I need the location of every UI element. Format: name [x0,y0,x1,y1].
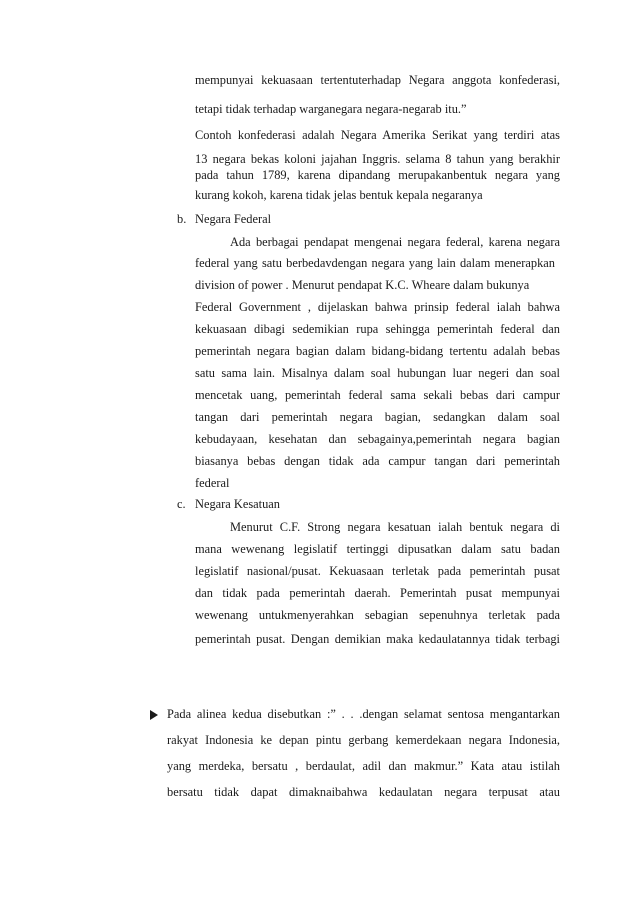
text-line: legislatif nasional/pusat. Kekuasaan terletak pada pemerintah pusat [195,564,560,578]
text-line: tangan dari pemerintah negara bagian, sedangkan dalam soal [195,410,560,424]
list-marker: b. [177,212,187,226]
text-line: 13 negara bekas koloni jajahan Inggris. selama 8 tahun yang berakhir [195,152,560,166]
list-marker: c. [177,497,186,511]
text-line: Ada berbagai pendapat mengenai negara federal, karena negara [230,235,560,249]
text-line: bersatu tidak dapat dimaknaibahwa kedaulatan negara terpusat atau [167,785,560,799]
text-line: mana wewenang legislatif tertinggi dipusatkan dalam satu badan [195,542,560,556]
text-line: rakyat Indonesia ke depan pintu gerbang kemerdekaan negara Indonesia, [167,733,560,747]
text-line: pada tahun 1789, karena dipandang merupakanbentuk negara yang [195,168,560,182]
text-line: federal yang satu berbedavdengan negara yang lain dalam menerapkan [195,256,555,270]
text-line: yang merdeka, bersatu , berdaulat, adil dan makmur.” Kata atau istilah [167,759,560,773]
text-line: satu sama lain. Misalnya dalam soal hubungan luar negeri dan soal [195,366,560,380]
section-heading: Negara Kesatuan [195,497,280,511]
text-line: mencetak uang, pemerintah federal sama sekali bebas dari campur [195,388,560,402]
text-line: Pada alinea kedua disebutkan :” . . .dengan selamat sentosa mengantarkan [167,707,560,721]
text-line: Federal Government , dijelaskan bahwa prinsip federal ialah bahwa [195,300,560,314]
text-line: biasanya bebas dengan tidak ada campur tangan dari pemerintah [195,454,560,468]
section-heading: Negara Federal [195,212,272,226]
text-line: division of power . Menurut pendapat K.C. Wheare dalam bukunya [195,278,530,292]
text-line: pemerintah negara bagian dalam bidang-bidang tertentu adalah bebas [195,344,560,358]
text-line: mempunyai kekuasaan tertentuterhadap Negara anggota konfederasi, [195,73,560,87]
text-line: kurang kokoh, karena tidak jelas bentuk kepala negaranya [195,188,483,202]
text-line: wewenang untukmenyerahkan sebagian sepenuhnya terletak pada [195,608,560,622]
text-line: federal [195,476,230,490]
text-line: dan tidak pada pemerintah daerah. Pemerintah pusat mempunyai [195,586,560,600]
text-line: Menurut C.F. Strong negara kesatuan ialah bentuk negara di [230,520,560,534]
text-line: kekuasaan dibagi sedemikian rupa sehingga pemerintah federal dan [195,322,560,336]
text-line: Contoh konfederasi adalah Negara Amerika Serikat yang terdiri atas [195,128,560,142]
text-line: kebudayaan, kesehatan dan sebagainya,pemerintah negara bagian [195,432,560,446]
text-line: pemerintah pusat. Dengan demikian maka kedaulatannya tidak terbagi [195,632,560,646]
text-line: tetapi tidak terhadap warganegara negara-negarab itu.” [195,102,467,116]
arrow-bullet-icon [150,710,158,720]
